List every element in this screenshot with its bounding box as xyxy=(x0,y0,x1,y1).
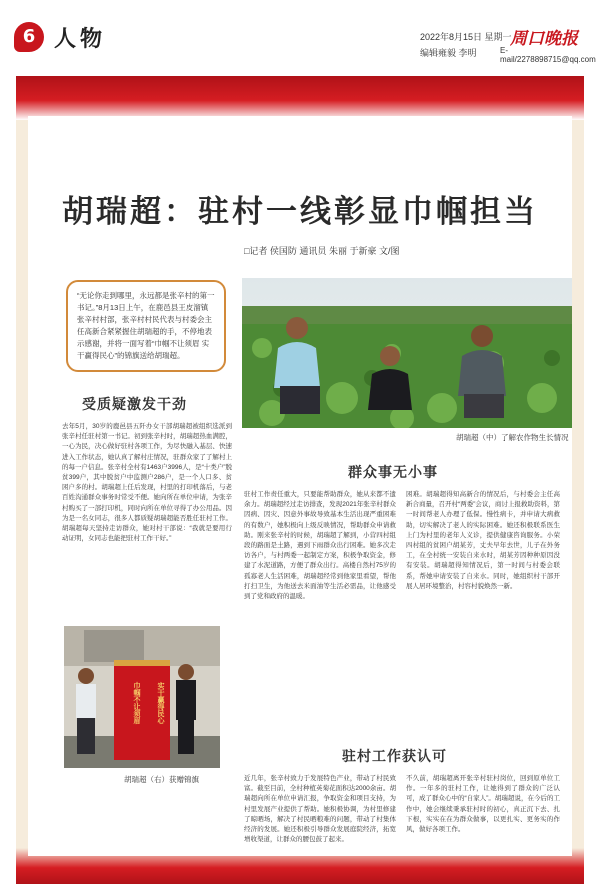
page-number-badge: 6 xyxy=(14,22,44,52)
masthead xyxy=(0,0,600,62)
article-frame xyxy=(16,76,584,884)
section3-text-right: 不久前，胡瑞超离开张辛村驻村岗位，回到原单位工作。一年多的驻村工作，让她得到了群众的广泛认可，成了群众心中的“自家人”。胡瑞超说，在今后的工作中，她会继续秉承驻村时的初心，真正沉下去、扎下根，实实在在为群众做事，以更扎实、更务实的作风，做好各项工作。 xyxy=(406,775,560,834)
section2-text-left: 驻村工作责任重大，只要能帮助群众，她从来都不遗余力。胡瑞超经过走访排查，发现2021年张辛村群众因病、因灾、因意外事故导致基本生活出现严重困难的有数户，她积极向上级反映情况，帮助群众申请救助。刚来张辛村的时候，胡瑞超了解到，小营四村组段的路面是土路，遇到下雨群众出行困难。她多次走访各户，与村两委一起制定方案，积极争取资金，修建了水泥道路，方便了群众出行。高楼自然村75岁的孤寡老人生活困难，胡瑞超经常到他家里看望，帮他打扫卫生，为他送去米面油等生活必需品，让他感受到了党和政府的温暖。 xyxy=(244,491,396,601)
field-photo-caption: 胡瑞超（中）了解农作物生长情况 xyxy=(456,433,569,442)
banner-line2: 实干赢得民心 xyxy=(157,682,165,724)
field-photo xyxy=(242,278,572,428)
headline: 胡瑞超：驻村一线彰显巾帼担当 xyxy=(62,194,538,230)
section-title: 人物 xyxy=(54,26,107,52)
field-photo-image xyxy=(242,278,572,428)
article-body xyxy=(28,116,572,856)
banner-photo xyxy=(64,626,220,768)
section1-text: 去年5月，30岁的鹿邑县五阡办女干部胡瑞超被组织选派到张辛村任驻村第一书记。初到张辛村时，胡瑞超热血满腔，一心为民，决心做好驻村各项工作，为尽快融入基层、快速进入工作状态，她认真了解村庄情况，驻群众家了了解村上的每一户信息。张辛村全村有1463户3996人，是“十类户”脱贫399户，其中脱贫户中监测户286户，是一个人口多、贫困户多的村。胡瑞超上任后发现，村里的打印机落后，与老百姓沟通群众事务时常受不便。她向所在单位申请，为张辛村购买了一部打印机，同时向所在单位寻得了办公用品。因为是一名女同志，很多人都质疑胡瑞超能否胜任驻村工作。胡瑞超每天坚持走访群众，她对村干部说：“我就是要用行动证明，女同志也能把驻村工作干好。” xyxy=(62,423,232,543)
newspaper-logo: 周口晚报 xyxy=(510,29,578,49)
byline: □记者 侯国防 通讯员 朱丽 于新豪 文/图 xyxy=(244,246,400,256)
frame-band-top xyxy=(16,76,584,120)
banner-line1: 巾帼不让须眉 xyxy=(133,682,141,724)
section3-text-left: 近几年，张辛村致力于发展特色产业，带动了村民致富。截至目前，全村种植英菊花面积达2000余亩。胡瑞超向所在单位申请汇报，争取资金和项目支持，为村里发展产业提供了帮助。她积极协调，为村里修建了晾晒场，解决了村民晒粮难的问题，带动了村集体经济的发展。她还积极引导群众发展庭院经济，拓宽增收渠道，让群众的腰包鼓了起来。 xyxy=(244,775,396,844)
contact-email: E-mail/2278898715@qq.com xyxy=(500,46,596,64)
issue-date: 2022年8月15日 星期一 xyxy=(420,32,512,42)
lead-box: “无论你走到哪里，永远都是张辛村的第一书记。”8月13日上午，在鹿邑县王皮溜镇张辛村村部，张辛村村民代表与村委会主任高新合紧紧握住胡瑞超的手，不停地表示感谢，并将一面写着“巾帼不让须眉 实干赢得民心”的锦旗送给胡瑞超。 xyxy=(66,280,226,372)
section3-title: 驻村工作获认可 xyxy=(342,749,447,765)
section1-title: 受质疑激发干劲 xyxy=(82,397,187,413)
section2-title: 群众事无小事 xyxy=(348,465,438,481)
editor-credit: 编辑雍毅 李明 xyxy=(420,48,477,58)
banner-photo-caption: 胡瑞超（右）获赠锦旗 xyxy=(124,775,199,784)
section2-text-right: 困难。胡瑞超得知高新合的情况后，与村委会主任高新合商量，召开村“两委”会议，商讨上报救助资料，第一时间帮老人办理了低保。慢性病卡，并申请大病救助，切实解决了老人的实际困难。她还积极联系医生上门为村里的老年人义诊，提供健康咨询服务。小荣四村组的贫困户胡某芳，丈夫早年去世，儿子在外务工，在全村统一安装自来水时，胡某芳因种种原因没有安装。胡瑞超得知情况后，第一时间与村委会联系，帮她申请安装了自来水。同时，她组织村干部开展人居环境整治，村容村貌焕然一新。 xyxy=(406,491,560,590)
